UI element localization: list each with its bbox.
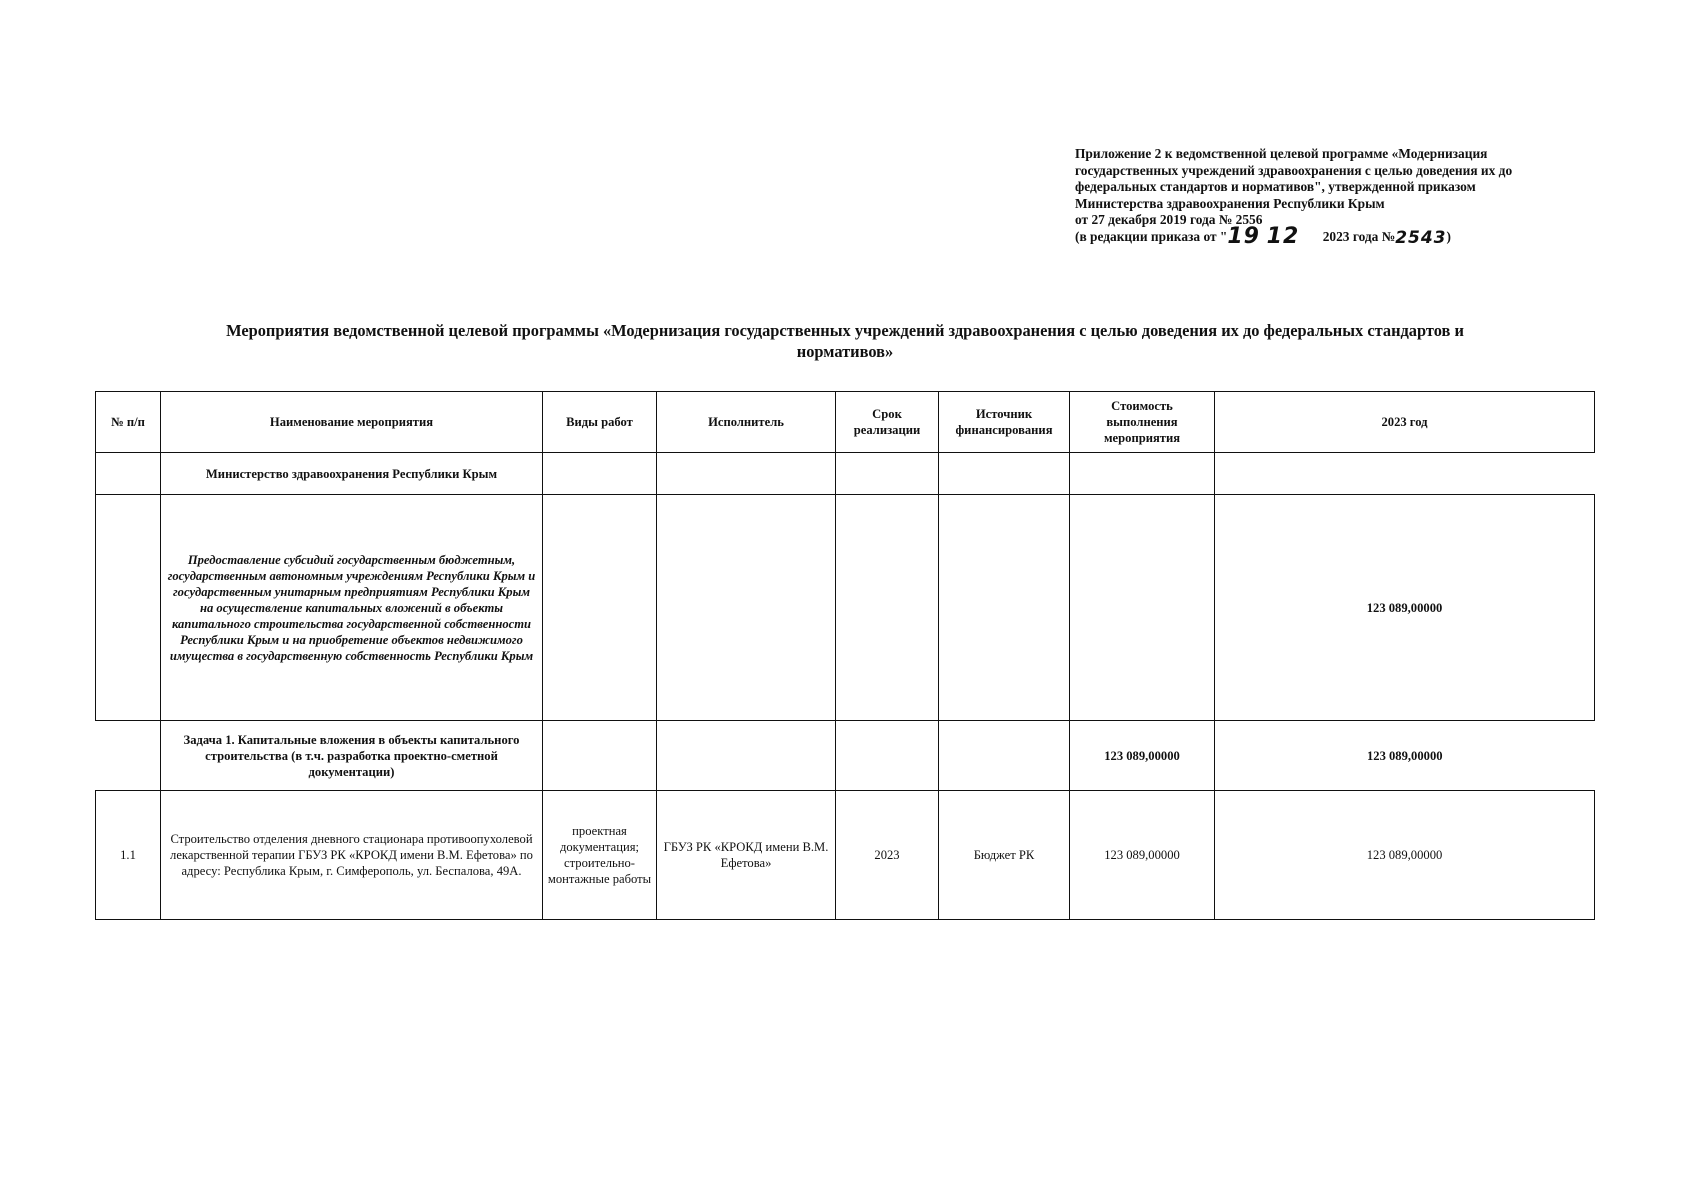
handwritten-order-number: 2543 (1395, 227, 1447, 248)
header-executor: Исполнитель (657, 392, 836, 453)
ministry-executor (657, 453, 836, 495)
item-cost: 123 089,00000 (1070, 791, 1215, 920)
subsidy-work (543, 495, 657, 721)
appendix-line-1: Приложение 2 к ведомственной целевой программе «Модернизация (1075, 146, 1488, 161)
ministry-work (543, 453, 657, 495)
subsidy-source (939, 495, 1070, 721)
task-row (96, 721, 1595, 791)
appendix-line-3: федеральных стандартов и нормативов", утвержденной приказом (1075, 179, 1476, 195)
task-cost: 123 089,00000 (1070, 721, 1215, 791)
order-prefix: (в редакции приказа от " (1075, 228, 1228, 244)
header-source: Источник финансирования (939, 392, 1070, 453)
appendix-line-6 (1075, 223, 1615, 249)
item-source: Бюджет РК (939, 791, 1070, 920)
item-executor: ГБУЗ РК «КРОКД имени В.М. Ефетова» (657, 791, 836, 920)
task-executor (657, 721, 836, 791)
ministry-row (96, 453, 1595, 495)
header-term: Срок реализации (836, 392, 939, 453)
task-year: 123 089,00000 (1215, 721, 1595, 791)
ministry-term (836, 453, 939, 495)
ministry-source (939, 453, 1070, 495)
task-term (836, 721, 939, 791)
item-term: 2023 (836, 791, 939, 920)
ministry-name: Министерство здравоохранения Республики Крым (161, 453, 543, 495)
header-work: Виды работ (543, 392, 657, 453)
order-year: 2023 года № (1322, 228, 1396, 244)
subsidy-year: 123 089,00000 (1215, 495, 1595, 721)
appendix-line-5: от 27 декабря 2019 года № 2556 (1075, 212, 1263, 228)
header-year: 2023 год (1215, 392, 1595, 453)
task-source (939, 721, 1070, 791)
ministry-num (96, 453, 161, 495)
header-cost: Стоимость выполнения мероприятия (1070, 392, 1215, 453)
ministry-year (1215, 453, 1595, 495)
subsidy-num (96, 495, 161, 721)
title-line-1: Мероприятия ведомственной целевой программы «Модернизация государственных учреждений здравоохранения с целью доведения их до федеральных стандартов и (226, 321, 1464, 340)
item-name: Строительство отделения дневного стационара противоопухолевой лекарственной терапии ГБУЗ РК «КРОКД имени В.М. Ефетова» по адресу: Республика Крым, г. Симферополь, ул. Беспалова, 49А. (161, 791, 543, 920)
item-year: 123 089,00000 (1215, 791, 1595, 920)
appendix-header (1075, 146, 1615, 247)
order-close: ) (1446, 228, 1451, 244)
document-title (110, 320, 1580, 362)
title-line-2: нормативов» (796, 342, 894, 361)
subsidy-name: Предоставление субсидий государственным бюджетным, государственным автономным учреждениям Республики Крым и государственным унитарным предприятиям Республики Крым на осуществление капитальных вложений в объекты капитального строительства государственной собственности Республики Крым и на приобретение объектов недвижимого имущества в государственную собственность Республики Крым (161, 495, 543, 721)
task-num (96, 721, 161, 791)
item-num: 1.1 (96, 791, 161, 920)
subsidy-term (836, 495, 939, 721)
appendix-line-2: государственных учреждений здравоохранения с целью доведения их до (1075, 162, 1513, 178)
handwritten-day: 19 (1227, 223, 1260, 249)
ministry-cost (1070, 453, 1215, 495)
subsidy-cost (1070, 495, 1215, 721)
program-activities-table (95, 391, 1595, 920)
appendix-line-4: Министерства здравоохранения Республики Крым (1075, 195, 1385, 211)
item-work: проектная документация; строительно-монтажные работы (543, 791, 657, 920)
header-name: Наименование мероприятия (161, 392, 543, 453)
item-row (96, 791, 1595, 920)
task-work (543, 721, 657, 791)
header-row (96, 392, 1595, 453)
subsidy-row (96, 495, 1595, 721)
handwritten-month: 12 (1266, 223, 1300, 249)
task-name: Задача 1. Капитальные вложения в объекты капитального строительства (в т.ч. разработка проектно-сметной документации) (161, 721, 543, 791)
header-num: № п/п (96, 392, 161, 453)
subsidy-executor (657, 495, 836, 721)
